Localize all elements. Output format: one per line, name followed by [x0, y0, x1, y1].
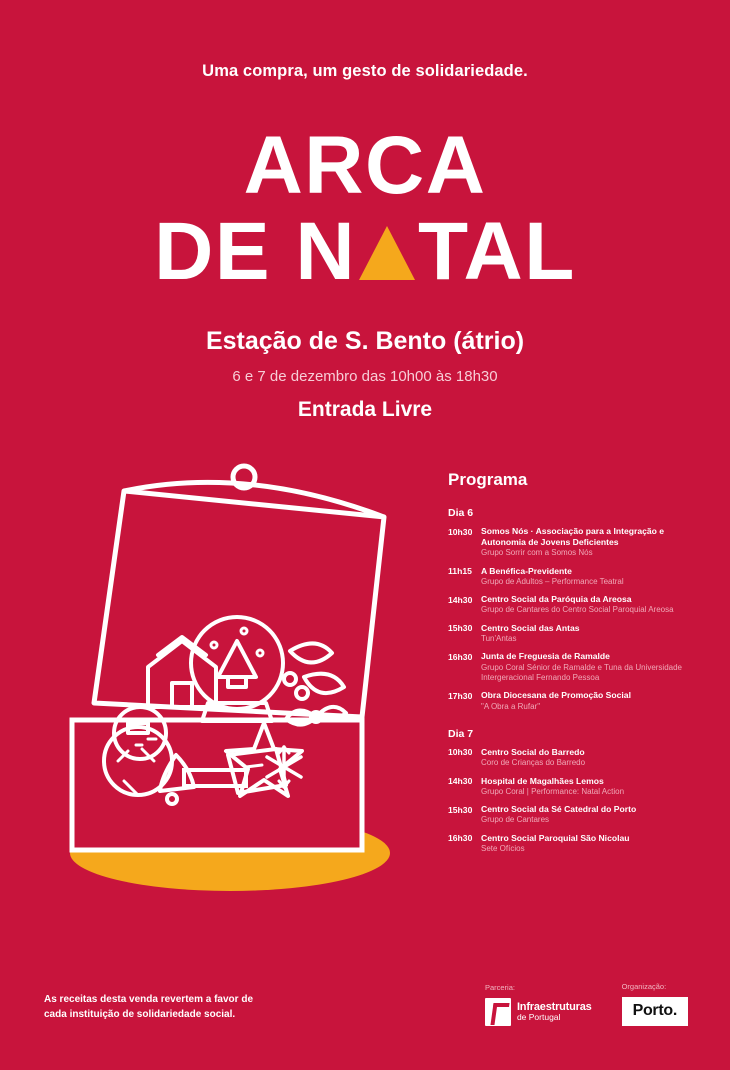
- entry-name: Centro Social das Antas: [481, 622, 580, 633]
- programme-entry: [448, 690, 698, 712]
- programme-entry: [448, 651, 698, 683]
- entry-sub: Tun'Antas: [481, 634, 517, 644]
- triangle-a-icon: [359, 226, 415, 280]
- entry-time: 10h30: [448, 526, 473, 537]
- footer-note: As receitas desta venda revertem a favor de cada instituição de solidariedade social.: [44, 994, 253, 1020]
- entry-sub: Grupo de Adultos – Performance Teatral: [481, 576, 624, 586]
- poster-tagline: Uma compra, um gesto de solidariedade.: [202, 62, 528, 80]
- entry-body: [481, 804, 698, 826]
- title-segment-tal: TAL: [418, 206, 576, 298]
- entry-sub: Coro de Crianças do Barredo: [481, 758, 586, 768]
- entry-time: 15h30: [448, 623, 473, 634]
- venue-text: Estação de S. Bento (átrio): [205, 327, 525, 355]
- programme-day-6: [448, 507, 698, 712]
- entry-name: A Benéfica-Previdente: [481, 565, 572, 576]
- programme-entry: [448, 776, 698, 798]
- chest-illustration: [32, 455, 422, 905]
- entry-body: [481, 747, 698, 769]
- entry-time: 11h15: [448, 566, 472, 577]
- infraestruturas-de-portugal-logo: [485, 998, 592, 1026]
- entry-name: Centro Social Paroquial São Nicolau: [481, 832, 630, 843]
- title-line-one: ARCA: [243, 120, 487, 211]
- day-label: Dia 6: [448, 507, 474, 519]
- programme-entry: [448, 747, 698, 769]
- entry-name: Hospital de Magalhães Lemos: [481, 775, 604, 786]
- entry-sub: Grupo Sorrir com a Somos Nós: [481, 548, 593, 558]
- poster-title: [0, 120, 730, 298]
- entry-time: 14h30: [448, 776, 473, 786]
- entry-time: 16h30: [448, 651, 473, 662]
- entry-sub: Grupo de Cantares do Centro Social Paroquial Areosa: [481, 605, 674, 615]
- entry-sub: Grupo Coral | Performance: Natal Action: [481, 786, 625, 796]
- entry-body: [481, 526, 698, 559]
- programme-entry: [448, 804, 698, 826]
- entry-body: [481, 566, 698, 588]
- entry-body: [481, 776, 698, 798]
- entry-sub: "A Obra a Rufar": [481, 701, 541, 711]
- partner-name-line2: de Portugal: [516, 1012, 561, 1023]
- programme-entry: [448, 566, 698, 588]
- programme-title: Programa: [448, 470, 528, 489]
- footer-logos: [485, 982, 688, 1026]
- entry-sub: Sete Ofícios: [481, 843, 525, 853]
- programme-section: [448, 470, 698, 861]
- title-segment-de-n: DE N: [154, 206, 357, 298]
- entry-sub: Grupo Coral Sénior de Ramalde e Tuna da Universidade Intergeracional Fernando Pessoa: [481, 662, 683, 682]
- programme-day-7: [448, 728, 698, 854]
- entry-time: 17h30: [448, 690, 473, 701]
- entry-sub: Grupo de Cantares: [481, 815, 550, 825]
- entry-time: 10h30: [448, 747, 473, 758]
- entry-name: Centro Social da Paróquia da Areosa: [481, 594, 632, 605]
- ip-mark-icon: [485, 998, 511, 1026]
- entry-time: 15h30: [448, 804, 473, 815]
- organizer-block: [622, 982, 688, 1026]
- entry-name: Centro Social da Sé Catedral do Porto: [481, 804, 637, 815]
- programme-entry: [448, 594, 698, 616]
- entry-body: [481, 651, 698, 683]
- entry-body: [481, 594, 698, 616]
- partner-label: Parceria:: [484, 983, 515, 992]
- entry-name: Obra Diocesana de Promoção Social: [481, 690, 631, 701]
- programme-entry: [448, 833, 698, 855]
- organizer-label: Organização:: [621, 982, 667, 991]
- admission-text: Entrada Livre: [297, 398, 433, 421]
- day-label: Dia 7: [448, 727, 474, 740]
- ip-text: [517, 1001, 592, 1022]
- entry-body: [481, 833, 698, 855]
- partner-name-line1: Infraestruturas: [516, 1001, 592, 1014]
- porto-logo: Porto.: [622, 997, 688, 1026]
- programme-entry: [448, 526, 698, 559]
- entry-name: Centro Social do Barredo: [481, 746, 585, 757]
- entry-body: [481, 623, 698, 645]
- entry-body: [481, 690, 698, 712]
- programme-entry: [448, 623, 698, 645]
- title-line-two: [0, 206, 730, 298]
- partner-block: [485, 983, 592, 1026]
- entry-name: Junta de Freguesia de Ramalde: [481, 651, 610, 662]
- dates-text: 6 e 7 de dezembro das 10h00 às 18h30: [232, 368, 498, 385]
- entry-name: Somos Nós · Associação para a Integração e Autonomia de Jovens Deficientes: [481, 526, 665, 548]
- entry-time: 16h30: [448, 833, 473, 844]
- entry-time: 14h30: [448, 594, 473, 605]
